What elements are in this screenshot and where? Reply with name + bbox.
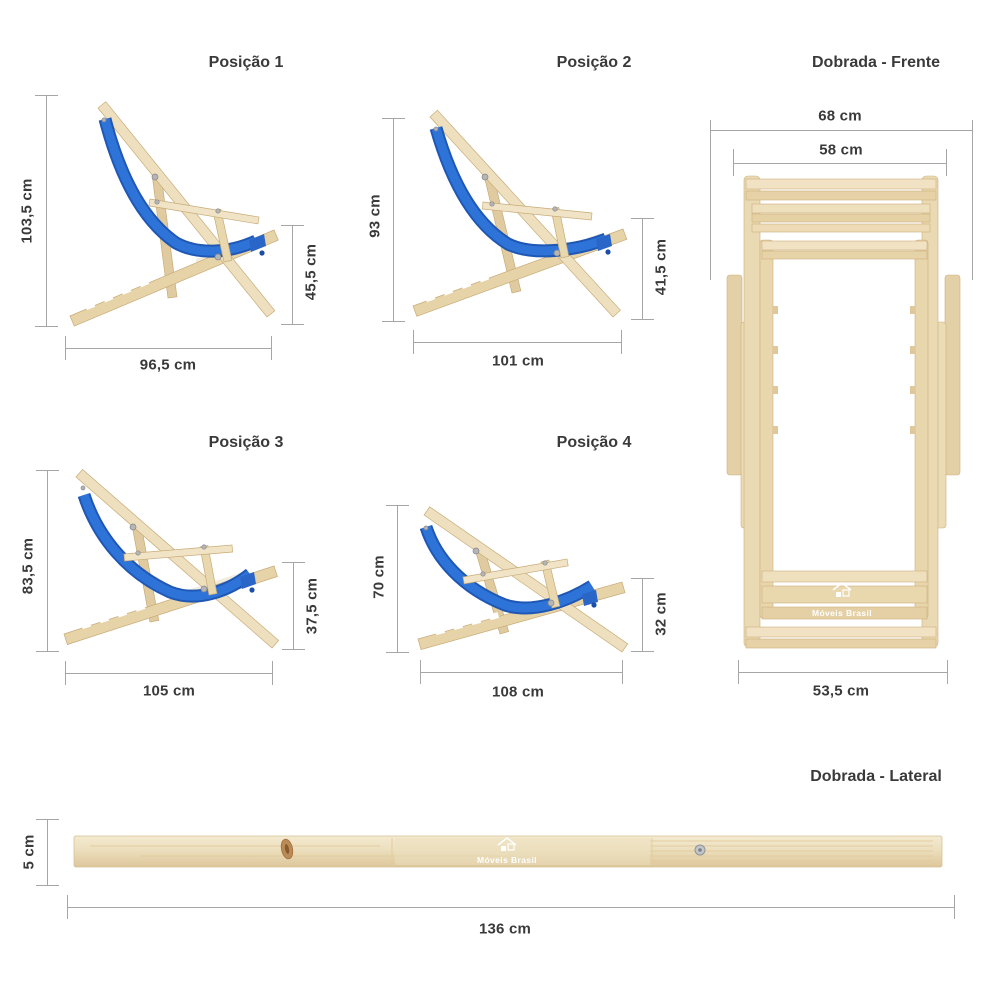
moveis-brasil-logo-text: Móveis Brasil bbox=[811, 608, 873, 618]
title-dobrada-frente: Dobrada - Frente bbox=[811, 54, 941, 71]
dl-thickness-label: 5 cm bbox=[20, 834, 38, 870]
inner-frame-right-rail bbox=[915, 240, 928, 618]
title-posicao-2: Posição 2 bbox=[556, 54, 632, 71]
p2-total-height-dimline bbox=[393, 118, 394, 322]
p4-length-label: 108 cm bbox=[491, 683, 545, 701]
dl-length-label: 136 cm bbox=[478, 920, 532, 938]
chair-posicao-4 bbox=[418, 507, 628, 652]
p2-length-dimline bbox=[413, 342, 622, 343]
fabric-knob bbox=[605, 249, 610, 254]
df-outer-width-dimline bbox=[710, 130, 973, 131]
p1-total-height-label: 103,5 cm bbox=[18, 178, 36, 244]
top-crossbar-slats bbox=[746, 179, 936, 200]
bottom-crossbar-slats bbox=[746, 627, 936, 648]
title-posicao-4: Posição 4 bbox=[556, 434, 632, 451]
p1-total-height-dimline bbox=[46, 95, 47, 327]
df-inner-width-label: 58 cm bbox=[819, 141, 863, 159]
p3-seat-height-label: 37,5 cm bbox=[303, 577, 321, 635]
right-armrest-outer-board bbox=[945, 275, 960, 475]
outer-frame-left-rail bbox=[744, 176, 760, 647]
chair-posicao-2 bbox=[413, 110, 627, 317]
df-base-width-label: 53,5 cm bbox=[812, 682, 870, 700]
p3-length-label: 105 cm bbox=[142, 682, 196, 700]
dl-length-dimline bbox=[67, 907, 955, 908]
title-posicao-3: Posição 3 bbox=[208, 434, 284, 451]
dl-thickness-dimline bbox=[47, 819, 48, 886]
p2-length-label: 101 cm bbox=[491, 352, 545, 370]
df-base-width-dimline bbox=[738, 672, 948, 673]
p2-seat-height-label: 41,5 cm bbox=[652, 238, 670, 296]
chair-posicao-3 bbox=[64, 470, 279, 649]
p3-seat-height-dimline bbox=[293, 562, 294, 650]
fabric-knob bbox=[259, 250, 264, 255]
middle-crossbar-slats bbox=[752, 204, 930, 232]
p1-seat-height-label: 45,5 cm bbox=[302, 243, 320, 301]
p3-length-dimline bbox=[65, 673, 273, 674]
p3-total-height-label: 83,5 cm bbox=[19, 537, 37, 595]
p2-seat-height-dimline bbox=[642, 218, 643, 320]
p4-seat-height-label: 32 cm bbox=[652, 592, 670, 636]
df-inner-width-dimline bbox=[733, 163, 947, 164]
chair-posicao-1 bbox=[70, 102, 278, 326]
df-outer-width-label: 68 cm bbox=[818, 107, 862, 125]
fabric-knob bbox=[249, 587, 254, 592]
title-dobrada-lateral: Dobrada - Lateral bbox=[810, 768, 942, 785]
folded-chair-front-view bbox=[727, 176, 960, 648]
p1-length-label: 96,5 cm bbox=[139, 356, 197, 374]
folded-chair-side-view bbox=[74, 836, 942, 867]
title-posicao-1: Posição 1 bbox=[208, 54, 284, 71]
moveis-brasil-logo-text: Móveis Brasil bbox=[476, 855, 538, 865]
p4-seat-height-dimline bbox=[642, 578, 643, 652]
fabric-knob bbox=[591, 602, 596, 607]
notch-nubs bbox=[773, 306, 915, 434]
p1-seat-height-dimline bbox=[292, 225, 293, 325]
p2-total-height-label: 93 cm bbox=[366, 194, 384, 238]
left-armrest-outer-board bbox=[727, 275, 742, 475]
p4-total-height-dimline bbox=[397, 505, 398, 653]
inner-top-slats bbox=[762, 241, 927, 259]
p4-total-height-label: 70 cm bbox=[370, 555, 388, 599]
p4-length-dimline bbox=[420, 672, 623, 673]
screw bbox=[695, 845, 705, 855]
p3-total-height-dimline bbox=[47, 470, 48, 652]
inner-frame-left-rail bbox=[760, 240, 773, 618]
p1-length-dimline bbox=[65, 348, 272, 349]
